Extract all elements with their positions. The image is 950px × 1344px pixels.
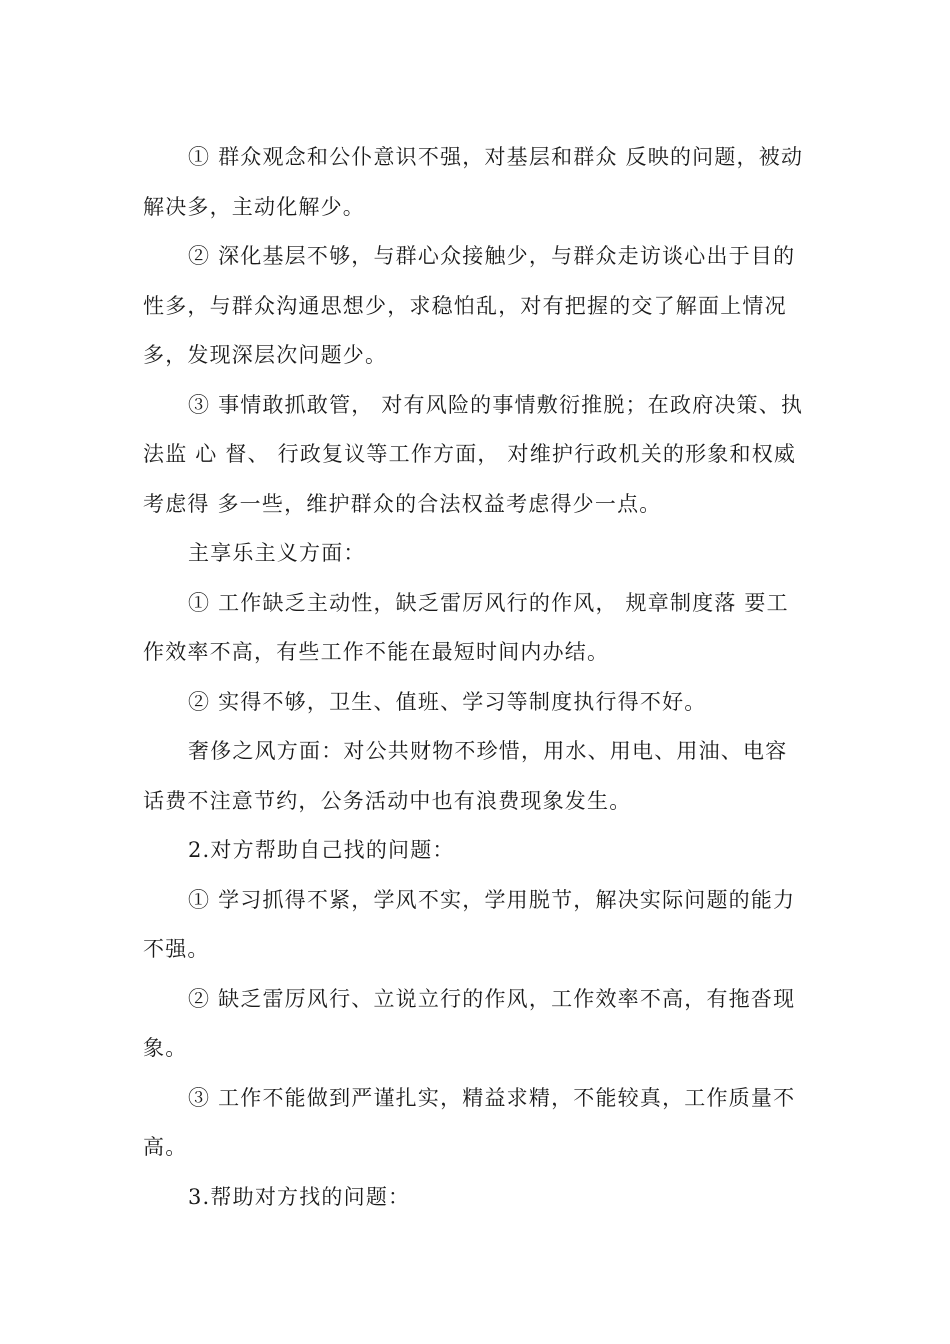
paragraph-6: ② 实得不够，卫生、值班、学习等制度执行得不好。 — [188, 689, 707, 714]
paragraph-3: ③ 事情敢抓敢管， 对有风险的事情敷衍推脱；在政府决策、执法监 心 督、 行政复议等工作方面， 对维护行政机关的形象和权威考虑得 多一些，维护群众的合法权益考虑得少一点。 — [143, 392, 804, 516]
paragraph-10: ② 缺乏雷厉风行、立说立行的作风，工作效率不高，有拖沓现象。 — [143, 986, 796, 1060]
paragraph-5: ① 工作缺乏主动性，缺乏雷厉风行的作风， 规章制度落 要工作效率不高，有些工作不能在最短时间内办结。 — [143, 590, 789, 664]
document-body — [143, 133, 807, 1222]
paragraph-8: 2.对方帮助自己找的问题： — [188, 838, 455, 862]
paragraph-11: ③ 工作不能做到严谨扎实，精益求精，不能较真，工作质量不高。 — [143, 1085, 796, 1159]
paragraph-7: 奢侈之风方面：对公共财物不珍惜，用水、用电、用油、电容话费不注意节约，公务活动中也有浪费现象发生。 — [143, 739, 788, 813]
paragraph-12: 3.帮助对方找的问题： — [188, 1184, 411, 1209]
paragraph-4: 主享乐主义方面： — [188, 541, 366, 565]
paragraph-1: ① 群众观念和公仆意识不强，对基层和群众 反映的问题，被动解决多，主动化解少。 — [143, 145, 804, 219]
paragraph-2: ② 深化基层不够，与群心众接触少，与群众走访谈心出于目的性多，与群众沟通思想少，求稳怕乱，对有把握的交了解面上情况多，发现深层次问题少。 — [143, 244, 796, 367]
paragraph-9: ① 学习抓得不紧，学风不实，学用脱节，解决实际问题的能力不强。 — [143, 887, 796, 961]
